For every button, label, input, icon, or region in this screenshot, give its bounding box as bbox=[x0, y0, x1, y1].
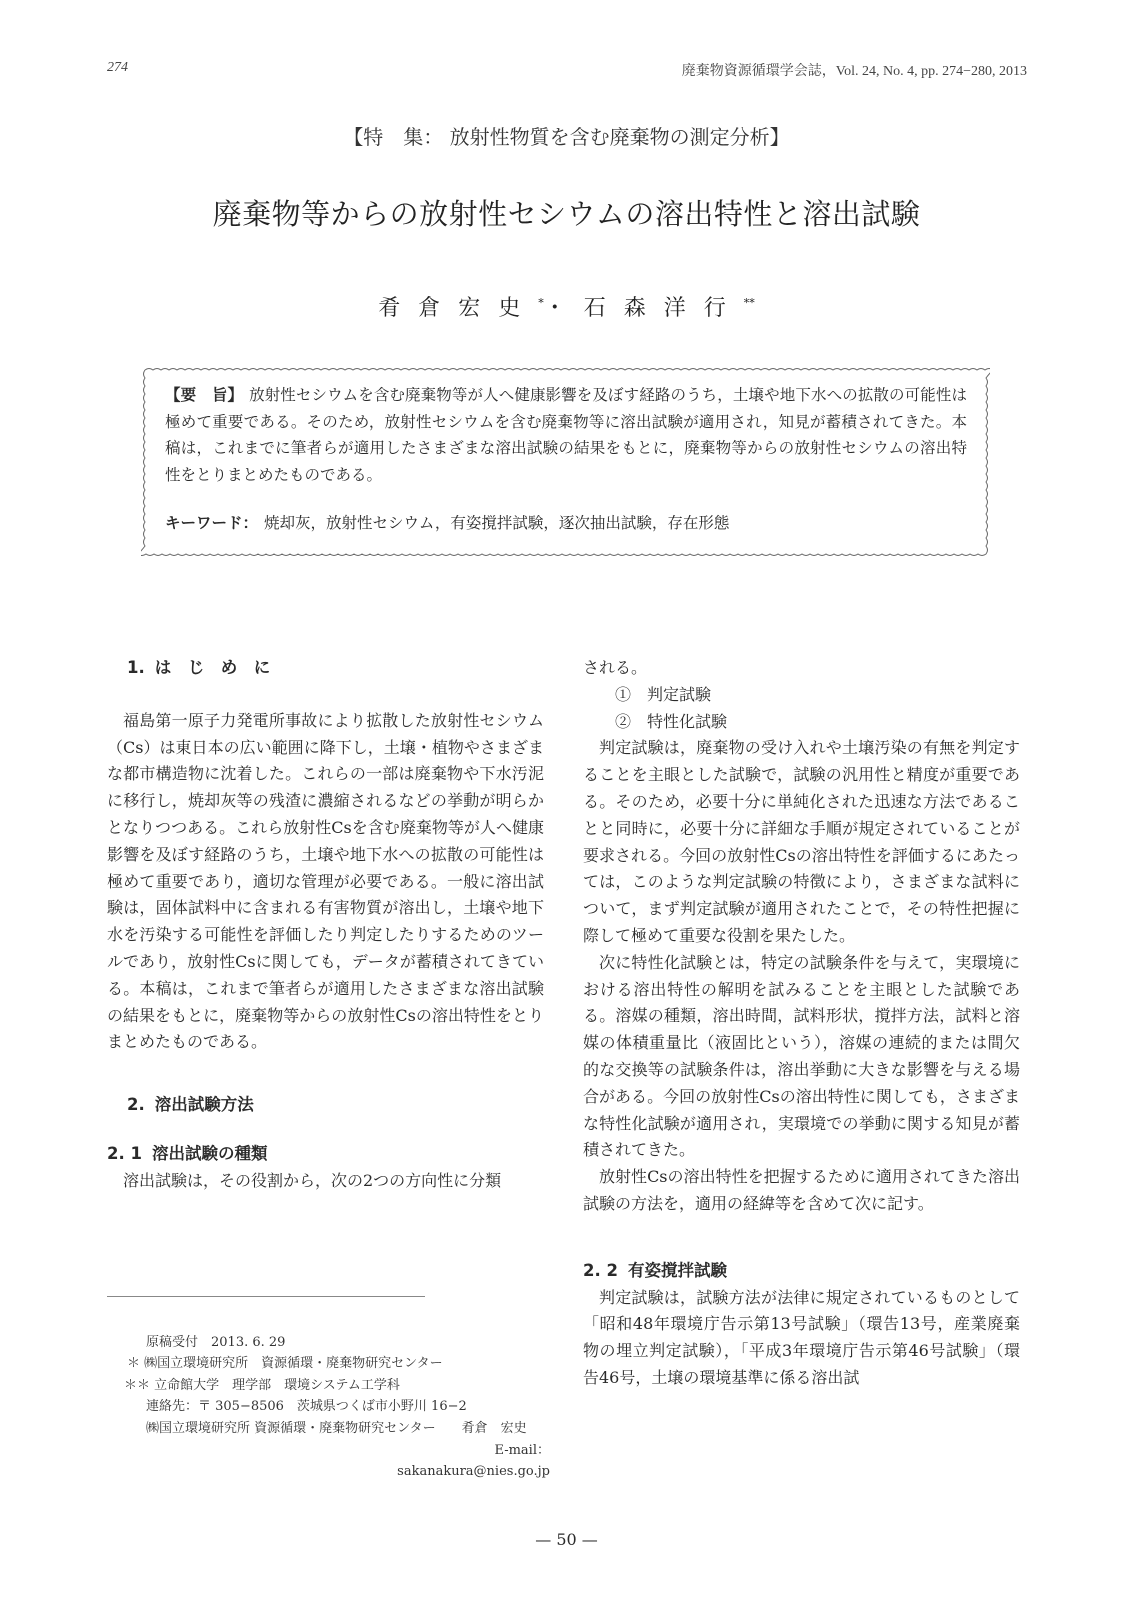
section-2-2-title: 有姿撹拌試験 bbox=[627, 1260, 727, 1280]
author-2: 石森洋行 bbox=[583, 296, 744, 321]
affiliation-1 bbox=[127, 1353, 443, 1374]
section-2-heading bbox=[127, 1092, 544, 1119]
section-2-1-paragraph: 溶出試験は，その役割から，次の2つの方向性に分類 bbox=[123, 1170, 502, 1190]
abstract-body: 放射性セシウムを含む廃棄物等が人へ健康影響を及ぼす経路のうち，土壌や地下水への拡散の可能性は極めて重要である。そのため，放射性セシウムを含む廃棄物等に溶出試験が適用され，知見が蓄積されてきた。本稿は，これまでに筆者らが適用したさまざまな溶出試験の結果をもとに，廃棄物等からの放射性セシウムの溶出特性をとりまとめたものである。 bbox=[165, 386, 967, 484]
author-line bbox=[0, 291, 1133, 322]
author-1-mark: * bbox=[538, 296, 544, 310]
affiliation-1-mark: ＊ bbox=[127, 1356, 141, 1371]
contact-email: E-mail：sakanakura@nies.go.jp bbox=[397, 1443, 550, 1479]
section-1-heading bbox=[127, 655, 544, 682]
section-2-2-heading bbox=[583, 1258, 1020, 1285]
affiliation-2 bbox=[124, 1375, 400, 1396]
abstract-text bbox=[165, 382, 967, 488]
affiliation-2-mark: ＊＊ bbox=[124, 1378, 151, 1393]
contact-address: 連絡先：〒 305−8506 茨城県つくば市小野川 16−2 bbox=[146, 1399, 467, 1414]
paragraph-characterization-test: 次に特性化試験とは，特定の試験条件を与えて，実環境における溶出特性の解明を試みることを主眼とした試験である。溶媒の種類，溶出時間，試料形状，撹拌方法，試料と溶媒の体積重量比（液固比という），溶媒の連続的または間欠的な交換等の試験条件は，溶出挙動に大きな影響を与える場合がある。今回の放射性Csの溶出特性に関しても，さまざまな特性化試験が適用され，実環境での挙動に関する知見が蓄積されてきた。 bbox=[583, 952, 1020, 1160]
section-2-1-heading bbox=[107, 1141, 544, 1168]
section-1-paragraph: 福島第一原子力発電所事故により拡散した放射性セシウム（Cs）は東日本の広い範囲に降下し，土壌・植物やさまざまな都市構造物に沈着した。これらの一部は廃棄物や下水汚泥に移行し，焼却灰等の残渣に濃縮されるなどの挙動が明らかとなりつつある。これら放射性Csを含む廃棄物等が人へ健康影響を及ぼす経路のうち，土壌や地下水への拡散の可能性は極めて重要であり，適切な管理が必要である。一般に溶出試験は，固体試料中に含まれる有害物質が溶出し，土壌や地下水を汚染する可能性を評価したり判定したりするためのツールであり，放射性Csに関しても，データが蓄積されてきている。本稿は，これまで筆者らが適用したさまざまな溶出試験の結果をもとに，廃棄物等からの放射性Csの溶出特性をとりまとめたものである。 bbox=[107, 710, 544, 1052]
journal-citation: 廃棄物資源循環学会誌，Vol. 24, No. 4, pp. 274−280, 2013 bbox=[681, 64, 1027, 79]
left-column bbox=[107, 655, 544, 1195]
right-column bbox=[583, 655, 1020, 1392]
list-item-2: ② 特性化試験 bbox=[615, 711, 728, 731]
section-2-2-number: 2. 2 bbox=[583, 1260, 618, 1280]
keywords-label: キーワード： bbox=[165, 514, 259, 532]
list-item-1: ① 判定試験 bbox=[615, 684, 712, 704]
page-footer-number: — 50 — bbox=[535, 1530, 598, 1549]
keywords-list: 焼却灰，放射性セシウム，有姿撹拌試験，逐次抽出試験，存在形態 bbox=[264, 514, 730, 532]
paragraph-judgement-test: 判定試験は，廃棄物の受け入れや土壌汚染の有無を判定することを主眼とした試験で，試験の汎用性と精度が重要である。そのため，必要十分に単純化された迅速な方法であることと同時に，必要十分に詳細な手順が規定されていることが要求される。今回の放射性Csの溶出特性を評価するにあたっては，このような判定試験の特徴により，さまざまな試料について，まず判定試験が適用されたことで，その特性把握に際して極めて重要な役割を果たした。 bbox=[583, 738, 1020, 945]
received-date: 原稿受付 2013. 6. 29 bbox=[146, 1335, 286, 1350]
footnote-divider bbox=[107, 1296, 425, 1297]
continuation-text: される。 bbox=[583, 658, 648, 677]
abstract-label: 【要 旨】 bbox=[165, 386, 244, 404]
paper-title: 廃棄物等からの放射性セシウムの溶出特性と溶出試験 bbox=[212, 197, 921, 231]
paragraph-methods-intro: 放射性Csの溶出特性を把握するために適用されてきた溶出試験の方法を，適用の経緯等を含めて次に記す。 bbox=[583, 1167, 1020, 1213]
section-1-title: は じ め に bbox=[154, 658, 271, 677]
keywords-line bbox=[165, 511, 967, 533]
page-number-header: 274 bbox=[107, 60, 128, 75]
section-2-title: 溶出試験方法 bbox=[154, 1095, 254, 1115]
section-2-number: 2. bbox=[127, 1095, 145, 1115]
author-2-mark: ** bbox=[743, 296, 755, 310]
contact-organization: ㈱国立環境研究所 資源循環・廃棄物研究センター 肴倉 宏史 bbox=[146, 1421, 527, 1436]
author-1: 肴倉宏史 bbox=[378, 296, 539, 321]
section-2-1-title: 溶出試験の種類 bbox=[151, 1143, 268, 1163]
affiliation-2-text: 立命館大学 理学部 環境システム工学科 bbox=[154, 1378, 400, 1393]
section-1-number: 1. bbox=[127, 658, 145, 677]
author-separator: ・ bbox=[543, 296, 584, 321]
abstract-box bbox=[141, 366, 990, 558]
affiliation-1-text: ㈱国立環境研究所 資源循環・廃棄物研究センター bbox=[144, 1356, 443, 1371]
section-2-1-number: 2. 1 bbox=[107, 1143, 142, 1163]
special-issue-label: 【特 集： 放射性物質を含む廃棄物の測定分析】 bbox=[343, 125, 790, 149]
section-2-2-paragraph: 判定試験は，試験方法が法律に規定されているものとして「昭和48年環境庁告示第13号試験」（環告13号，産業廃棄物の埋立判定試験），「平成3年環境庁告示第46号試験」（環告46号，土壌の環境基準に係る溶出試 bbox=[583, 1287, 1020, 1387]
